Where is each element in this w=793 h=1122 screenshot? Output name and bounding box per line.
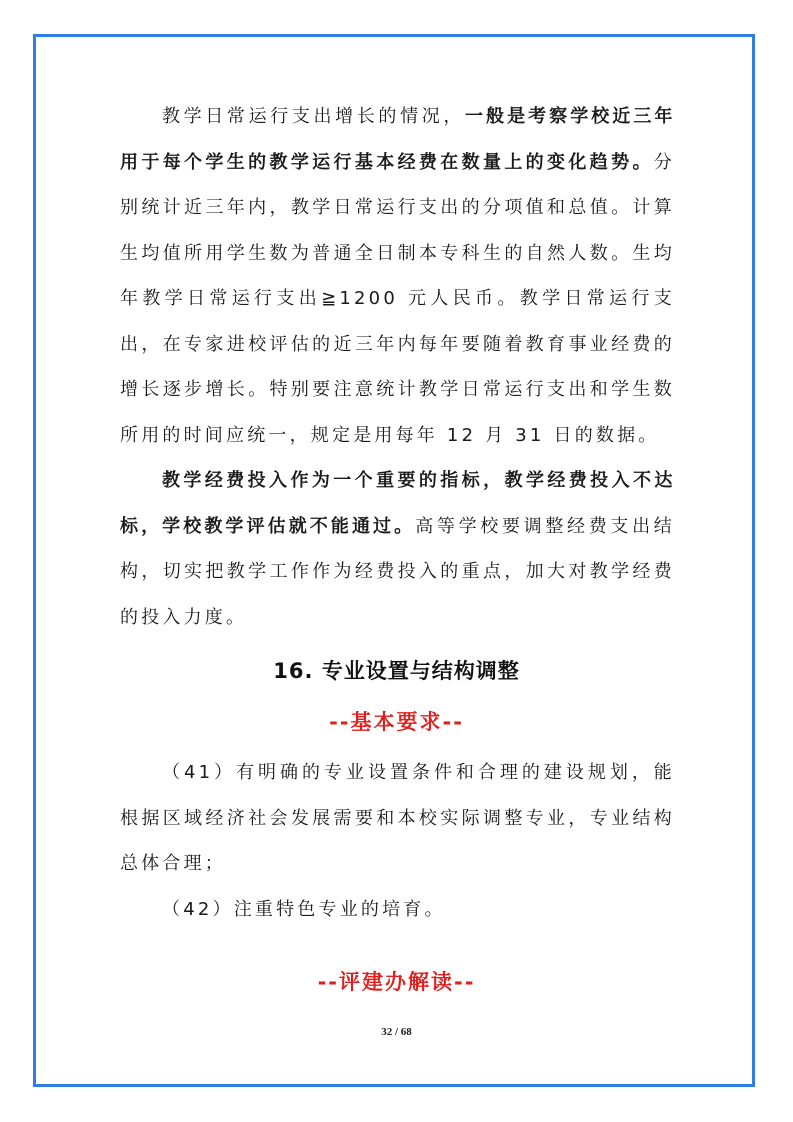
- paragraph-text: 分别统计近三年内，教学日常运行支出的分项值和总值。计算生均值所用学生数为普通全日制本专科生的自然人数。生均年教学日常运行支出≧1200 元人民币。教学日常运行支出，在专家进校评估的近三年内每年要随着教育事业经费的增长逐步增长。特别要注意统计教学日常运行支出和学生数所用的时间应统一，规定是用每年 12 月 31 日的数据。: [120, 151, 675, 446]
- basic-requirements-heading: --基本要求--: [329, 710, 464, 734]
- page-number: 32 / 68: [381, 1026, 412, 1038]
- paragraph-funding-indicator: [120, 458, 675, 640]
- section-title: 16. 专业设置与结构调整: [273, 659, 520, 683]
- interpretation-heading: --评建办解读--: [317, 970, 476, 994]
- paragraph-text: 教学日常运行支出增长的情况，: [162, 106, 465, 127]
- requirements-list: [120, 750, 675, 932]
- requirement-item: （41）有明确的专业设置条件和合理的建设规划，能根据区域经济社会发展需要和本校实际调整专业，专业结构总体合理；: [120, 762, 675, 874]
- paragraph-text: 高等学校要调整经费支出结构，切实把教学工作作为经费投入的重点，加大对教学经费的投入力度。: [120, 515, 675, 628]
- paragraph-operating-expenses: [120, 94, 675, 458]
- emphasis-text: 一般是考察学校近三年用于每个学生的教学运行基本经费在数量上的变化趋势。: [120, 106, 675, 173]
- emphasis-text: 教学经费投入作为一个重要的指标，教学经费投入不达标，学校教学评估就不能通过。: [120, 470, 675, 537]
- requirement-item: （42）注重特色专业的培育。: [162, 898, 446, 920]
- intro-text: [120, 94, 675, 640]
